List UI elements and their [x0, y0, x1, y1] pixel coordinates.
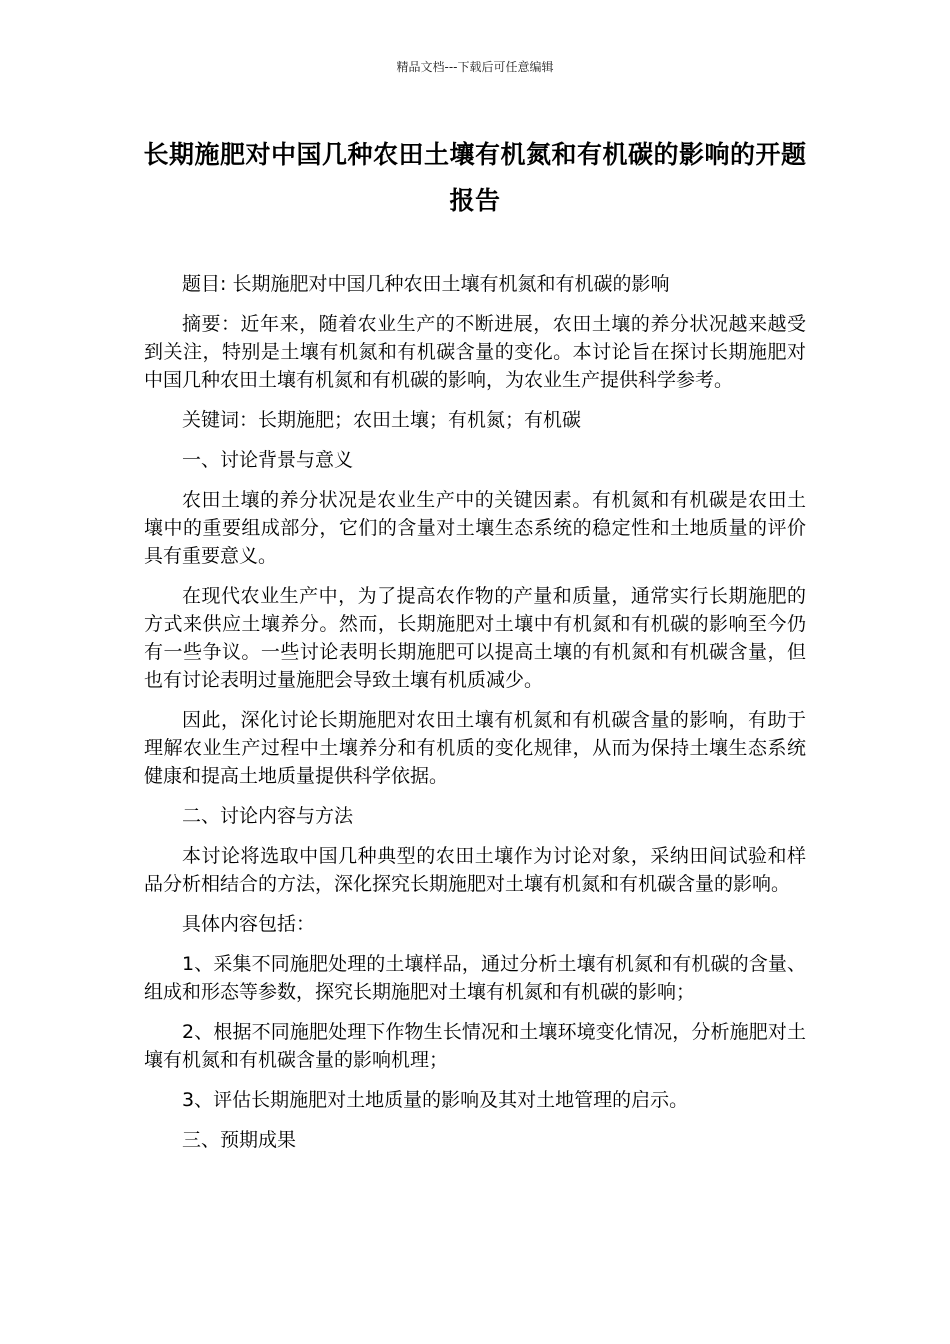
paragraph-methods-2: 具体内容包括：	[182, 913, 316, 935]
header-note: 精品文档---下载后可任意编辑	[396, 60, 554, 74]
document-title: 长期施肥对中国几种农田土壤有机氮和有机碳的影响的开题报告	[143, 140, 807, 215]
paragraph-abstract: 摘要：近年来，随着农业生产的不断进展，农田土壤的养分状况越来越受到关注，特别是土壤有机氮和有机碳含量的变化。本讨论旨在探讨长期施肥对中国几种农田土壤有机氮和有机碳的影响，为农业生产提供科学参考。	[144, 313, 806, 391]
paragraph-background-3: 因此，深化讨论长期施肥对农田土壤有机氮和有机碳含量的影响，有助于理解农业生产过程中土壤养分和有机质的变化规律，从而为保持土壤生态系统健康和提高土地质量提供科学依据。	[144, 709, 806, 787]
section-heading-2: 二、讨论内容与方法	[182, 805, 354, 827]
list-item-2: 2、根据不同施肥处理下作物生长情况和土壤环境变化情况，分析施肥对土壤有机氮和有机碳含量的影响机理；	[144, 1021, 806, 1071]
paragraph-methods-1: 本讨论将选取中国几种典型的农田土壤作为讨论对象，采纳田间试验和样品分析相结合的方法，深化探究长期施肥对土壤有机氮和有机碳含量的影响。	[144, 845, 806, 895]
document-body	[144, 270, 806, 1166]
paragraph-background-2: 在现代农业生产中，为了提高农作物的产量和质量，通常实行长期施肥的方式来供应土壤养分。然而，长期施肥对土壤中有机氮和有机碳的影响至今仍有一些争议。一些讨论表明长期施肥可以提高土壤的有机氮和有机碳含量，但也有讨论表明过量施肥会导致土壤有机质减少。	[144, 585, 806, 691]
list-item-3: 3、评估长期施肥对土地质量的影响及其对土地管理的启示。	[182, 1089, 689, 1111]
list-item-1: 1、采集不同施肥处理的土壤样品，通过分析土壤有机氮和有机碳的含量、组成和形态等参数，探究长期施肥对土壤有机氮和有机碳的影响；	[144, 953, 806, 1003]
paragraph-topic: 题目: 长期施肥对中国几种农田土壤有机氮和有机碳的影响	[182, 273, 670, 295]
paragraph-keywords: 关键词：长期施肥；农田土壤；有机氮；有机碳	[182, 409, 582, 431]
section-heading-3: 三、预期成果	[182, 1129, 297, 1151]
section-heading-1: 一、讨论背景与意义	[182, 449, 354, 471]
paragraph-background-1: 农田土壤的养分状况是农业生产中的关键因素。有机氮和有机碳是农田土壤中的重要组成部分，它们的含量对土壤生态系统的稳定性和土地质量的评价具有重要意义。	[144, 489, 806, 567]
